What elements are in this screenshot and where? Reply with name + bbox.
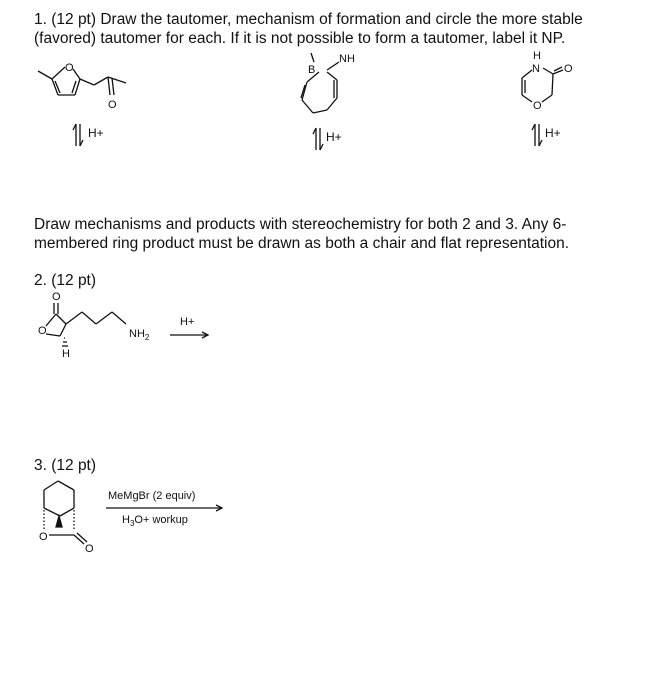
q3-ring-oxygen: O — [39, 531, 48, 543]
equilibrium-arrow-icon — [531, 122, 543, 148]
mol3-hydrogen: H — [533, 50, 541, 62]
mol3-carbonyl-oxygen: O — [564, 63, 573, 75]
intro-line1: Draw mechanisms and products with stereochemistry for both 2 and 3. Any 6- — [34, 216, 567, 233]
q1-instruction-line2: (favored) tautomer for each. If it is not possible to form a tautomer, label it NP. — [34, 30, 566, 47]
equilibrium-arrow-icon — [72, 122, 84, 148]
q3-label: 3. (12 pt) — [34, 457, 97, 474]
q3-carbonyl-oxygen: O — [85, 543, 94, 555]
mol1-keto-oxygen: O — [108, 99, 117, 111]
q2-carbonyl-oxygen: O — [52, 291, 61, 303]
q2-ring-oxygen: O — [38, 325, 47, 337]
mol1-arrow-label: H+ — [88, 126, 104, 140]
mol3-nitrogen: N — [532, 63, 540, 75]
q3-reagent-top: MeMgBr (2 equiv) — [108, 490, 196, 502]
molecule-furan-ketone — [30, 55, 145, 125]
mol1-ring-oxygen: O — [65, 62, 74, 74]
q2-hydrogen: H — [62, 348, 70, 360]
q2-amine: $NH_2$ — [129, 328, 150, 342]
molecule-beta-lactone-amine — [30, 290, 220, 365]
q2-label: 2. (12 pt) — [34, 272, 97, 289]
molecule-bicyclic-lactone — [30, 472, 240, 567]
mol3-arrow-label: H+ — [545, 126, 561, 140]
mol2-arrow-label: H+ — [326, 130, 342, 144]
equilibrium-arrow-icon — [312, 126, 324, 152]
q1-instruction-line1: 1. (12 pt) Draw the tautomer, mechanism of formation and circle the more stable — [34, 11, 583, 28]
intro-line2: membered ring product must be drawn as both a chair and flat representation. — [34, 235, 570, 252]
molecule-borepine-amine — [285, 50, 375, 125]
mol3-ring-oxygen: O — [533, 100, 542, 112]
molecule-oxazine — [505, 50, 585, 120]
q3-reagent-bottom: $H_3O+$ workup — [122, 514, 188, 528]
mol2-boron: B — [308, 64, 316, 76]
q2-reagent: H+ — [180, 316, 195, 328]
mol2-amine: NH — [339, 53, 355, 65]
